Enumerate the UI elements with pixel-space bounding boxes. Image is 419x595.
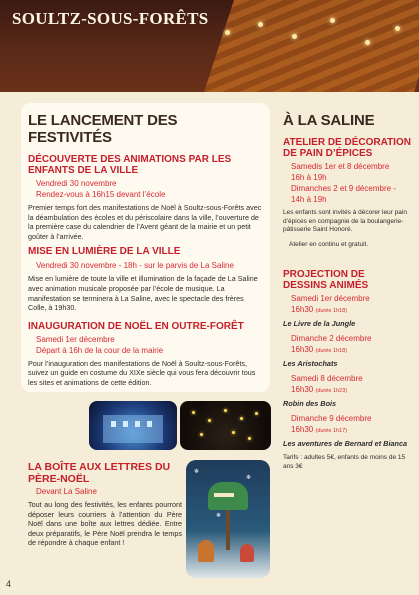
mailbox-section — [28, 462, 182, 548]
light-dot — [208, 419, 211, 422]
screening-date: Samedi 8 décembre — [291, 374, 363, 384]
string-light — [292, 34, 297, 39]
mailbox-heading: LA BOÎTE AUX LETTRES DU PÈRE-NOËL — [28, 461, 171, 485]
screening-item — [283, 373, 411, 408]
child-figure — [198, 540, 214, 562]
christmas-market-night-photo — [180, 401, 271, 450]
screening-time: 16h30 — [291, 305, 314, 315]
event-heading: DÉCOUVERTE DES ANIMATIONS PAR LES ENFANTS DE LA VILLE — [28, 154, 232, 176]
screenings — [283, 269, 411, 471]
right-column — [283, 112, 411, 472]
mailbox-post — [226, 510, 230, 550]
screening-date: Dimanche 2 décembre — [291, 334, 372, 344]
light-dot — [224, 409, 227, 412]
workshop-note: Atelier en continu et gratuit. — [289, 240, 369, 248]
light-dot — [248, 437, 251, 440]
event-date: Vendredi 30 novembre — [36, 179, 117, 188]
gingerbread-roof-illustration — [204, 0, 419, 92]
film-title: Les Aristochats — [283, 359, 338, 369]
window — [123, 421, 128, 427]
screening-date: Samedi 1er décembre — [291, 294, 370, 304]
event-heading: INAUGURATION DE NOËL EN OUTRE-FORÊT — [28, 320, 244, 332]
light-dot — [192, 411, 195, 414]
screening-time: 16h30 — [291, 385, 314, 395]
screening-item — [283, 333, 411, 368]
string-light — [225, 30, 230, 35]
screening-duration: (durée 1h23) — [315, 388, 347, 395]
string-light — [395, 26, 400, 31]
event-place: Départ à 16h de la cour de la mairie — [36, 345, 164, 355]
screening-duration: (durée 1h17) — [315, 428, 347, 435]
snowflake-icon: ❄ — [246, 475, 252, 481]
screening-time: 16h30 — [291, 425, 314, 435]
snowflake-icon: ❄ — [216, 513, 222, 519]
gingerbread-workshop — [283, 137, 411, 249]
screening-time: 16h30 — [291, 345, 314, 355]
header-banner — [0, 0, 419, 92]
page-number: 4 — [6, 579, 12, 589]
film-title: Robin des Bois — [283, 399, 337, 409]
event-description: Premier temps fort des manifestations de Noël à Soultz-sous-Forêts avec la déambulation des écoles et du périscolaire dans la ville, l’ouverture de la première case du calendrier de l’Avent géant de la mairie et un petit goûter à l’arrivée. — [28, 203, 262, 241]
workshop-heading: ATELIER DE DÉCORATION DE PAIN D’ÉPICES — [283, 137, 411, 159]
child-figure — [240, 544, 254, 562]
window — [111, 421, 116, 427]
workshop-description: Les enfants sont invités à décorer leur pain d’épices en compagnie de la boulangerie-pâtisserie Saint Honoré. — [283, 209, 407, 234]
event-place: Rendez-vous à 16h15 devant l’école — [36, 190, 166, 199]
string-light — [365, 40, 370, 45]
screening-duration: (durée 1h18) — [315, 348, 347, 355]
workshop-date: Samedis 1er et 8 décembre — [291, 162, 390, 171]
event-date: Vendredi 30 novembre - 18h - sur le parvis de La Saline — [36, 261, 234, 271]
building-silhouette — [103, 415, 163, 443]
event-date: Samedi 1er décembre — [36, 334, 115, 344]
screenings-heading: PROJECTION DE DESSINS ANIMÉS — [283, 269, 369, 292]
workshop-sundays: Dimanches 2 et 9 décembre - 14h à 19h — [291, 184, 396, 204]
letter-slot — [214, 493, 234, 497]
ticket-prices: Tarifs : adultes 5€, enfants de moins de 15 ans 3€ — [283, 454, 406, 470]
section-title: À LA SALINE — [283, 112, 375, 129]
mailbox-description: Tout au long des festivités, les enfants pourront déposer leurs courriers à l’attention du Père Noël dans une boîte aux lettres dédiée. Entre deux préparatifs, le Père Noël prendra le temps de répondre à chaque enfant ! — [28, 500, 182, 548]
light-dot — [200, 433, 203, 436]
string-light — [330, 18, 335, 23]
event-discovery — [28, 154, 264, 241]
event-description: Pour l’inauguration des manifestations de Noël à Soultz-sous-Forêts, suivez un guide en costume du XIXe siècle qui vous fera découvrir tous les sites et animations de cette édition. — [28, 358, 256, 387]
event-inauguration — [28, 321, 264, 388]
mailbox-location: Devant La Saline — [36, 487, 97, 496]
film-title: Les aventures de Bernard et Bianca — [283, 439, 408, 449]
section-title: LE LANCEMENT DES FESTIVITÉS — [28, 112, 178, 146]
screening-date: Dimanche 9 décembre — [291, 414, 372, 424]
screening-item — [283, 413, 411, 448]
window — [135, 421, 140, 427]
string-light — [258, 22, 263, 27]
screening-item — [283, 293, 411, 328]
illuminated-townhall-photo — [89, 401, 177, 450]
film-title: Le Livre de la Jungle — [283, 319, 356, 329]
light-dot — [255, 412, 258, 415]
light-dot — [232, 431, 235, 434]
snowflake-icon: ❄ — [194, 469, 200, 475]
window — [147, 421, 152, 427]
light-dot — [240, 417, 243, 420]
event-heading: MISE EN LUMIÈRE DE LA VILLE — [28, 246, 181, 258]
workshop-hours: 16h à 19h — [291, 173, 327, 182]
left-column — [28, 112, 264, 388]
event-description: Mise en lumière de toute la ville et illumination de la façade de La Saline avec animation musicale proposée par l’école de musique. La manifestation se terminera à La Saline, avec le spectacle des frères Colle, à 19h30. — [28, 274, 258, 313]
santa-mailbox-illustration — [186, 460, 270, 578]
screening-duration: (durée 1h18) — [315, 308, 347, 315]
town-title: SOULTZ-SOUS-FORÊTS — [12, 9, 209, 28]
event-lighting — [28, 246, 264, 312]
